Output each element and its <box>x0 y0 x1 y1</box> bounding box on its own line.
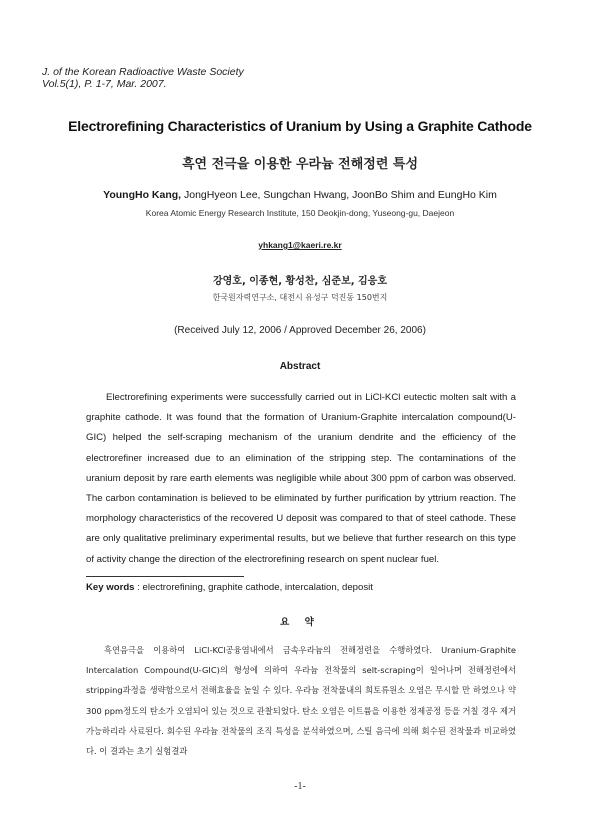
journal-name: J. of the Korean Radioactive Waste Society <box>42 66 244 78</box>
korean-abstract-heading: 요 약 <box>280 617 320 628</box>
abstract-heading: Abstract <box>279 361 321 372</box>
received-dates: (Received July 12, 2006 / Approved December 26, 2006) <box>174 325 426 336</box>
journal-citation <box>42 66 244 90</box>
email-link[interactable]: yhkang1@kaeri.re.kr <box>258 240 342 250</box>
paper-title: Electrorefining Characteristics of Uranium by Using a Graphite Cathode <box>68 118 532 134</box>
page-number: -1- <box>294 781 306 792</box>
corresponding-author: YoungHo Kang, <box>103 189 182 201</box>
korean-abstract-text: 흑연음극을 이용하여 LiCl-KCl공융염내에서 금속우라늄의 전해정련을 수행하였다. Uranium-Graphite Intercalation Compound(U-GIC)의 형성에 의하여 우라늄 전착물의 selt-scraping이 일어나며 전해정련에서 stripping과정을 생략함으로서 전해효율을 높일 수 있다. 우라늄 전착물내의 희토류원소 오염은 무시할 만 하였으나 약 300 ppm정도의 탄소가 오염되어 있는 것으로 관찰되었다. 탄소 오염은 이트륨을 이용한 정제공정 등을 거칠 경우 제거 가능하리라 사료된다. 회수된 우라늄 전착물의 조직 특성을 분석하였으며, 스틸 음극에 의해 회수된 전착물과 비교하였다. 이 결과는 초기 실험결과 <box>86 645 516 757</box>
author-list <box>0 189 600 201</box>
journal-volume: Vol.5(1), P. 1-7, Mar. 2007. <box>42 78 167 90</box>
keywords-label: Key words <box>86 582 135 593</box>
footnote-rule <box>86 576 244 577</box>
keywords-line <box>86 582 526 593</box>
email-line <box>0 240 600 250</box>
affiliation-korean: 한국원자력연구소, 대전시 유성구 덕진동 150번지 <box>212 293 388 302</box>
co-authors: JongHyeon Lee, Sungchan Hwang, JoonBo Shim and EungHo Kim <box>181 189 497 201</box>
keywords-text: : electrorefining, graphite cathode, intercalation, deposit <box>134 582 373 593</box>
author-list-korean: 강영호, 이종현, 황성찬, 심준보, 김응호 <box>212 276 388 287</box>
paper-title-korean: 흑연 전극을 이용한 우라늄 전해정련 특성 <box>181 157 419 172</box>
abstract-text: Electrorefining experiments were successfully carried out in LiCl-KCl eutectic molten salt with a graphite cathode. It was found that the formation of Uranium-Graphite intercalation compound(U-GIC) helped the self-scraping mechanism of the uranium dendrite and the efficiency of the electrorefiner increased due to an elimination of the stripping step. The contaminations of the uranium deposit by rare earth elements was negligible while about 300 ppm of carbon was observed. The carbon contamination is believed to be eliminated by further purification by yttrium reaction. The morphology characteristics of the recovered U deposit was compared to that of steel cathode. These are only qualitative preliminary experimental results, but we believe that further research on this type of activity change the direction of the electrorefining research on spent nuclear fuel. <box>86 392 516 565</box>
affiliation: Korea Atomic Energy Research Institute, 150 Deokjin-dong, Yuseong-gu, Daejeon <box>145 208 455 218</box>
